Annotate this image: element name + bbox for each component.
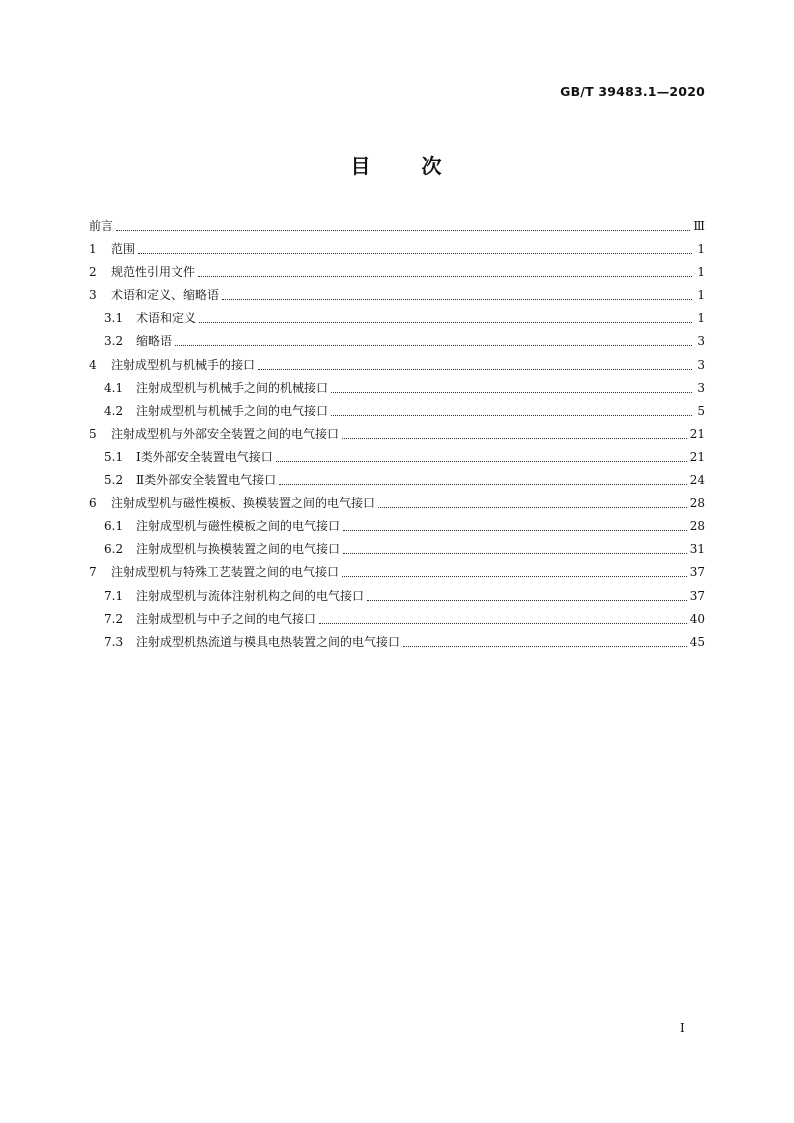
toc-entry-number: 3.1	[104, 311, 124, 326]
toc-leader-dots	[343, 519, 687, 531]
toc-entry[interactable]	[89, 216, 705, 239]
toc-entry-page: 3	[697, 334, 705, 349]
toc-entry-page: 31	[689, 542, 705, 557]
toc-entry[interactable]	[89, 331, 705, 354]
toc-entry-title: 注射成型机与机械手之间的电气接口	[136, 403, 329, 418]
toc-entry-page: 5	[697, 403, 705, 418]
toc-entry-title: 注射成型机与特殊工艺装置之间的电气接口	[111, 565, 340, 580]
toc-entry[interactable]	[89, 262, 705, 285]
toc-entry-title: Ⅱ类外部安全装置电气接口	[136, 473, 277, 488]
toc-leader-dots	[367, 589, 687, 601]
toc-entry-title: 注射成型机与流体注射机构之间的电气接口	[136, 588, 365, 603]
toc-entry-page: 21	[689, 426, 705, 441]
toc-entry-number: 4.1	[104, 380, 124, 395]
toc-leader-dots	[222, 288, 692, 300]
toc-entry-title: 范围	[111, 242, 136, 257]
toc-entry-page: 21	[689, 449, 705, 464]
toc-entry[interactable]	[89, 609, 705, 632]
toc-entry[interactable]	[89, 516, 705, 539]
toc-entry-title: 注射成型机与中子之间的电气接口	[136, 611, 317, 626]
toc-leader-dots	[175, 334, 692, 346]
toc-entry-title: 前言	[89, 219, 114, 233]
toc-entry[interactable]	[89, 562, 705, 585]
toc-leader-dots	[342, 565, 687, 577]
toc-entry[interactable]	[89, 239, 705, 262]
toc-entry-title: 注射成型机与外部安全装置之间的电气接口	[111, 426, 340, 441]
toc-leader-dots	[378, 496, 687, 508]
toc-entry-page: 40	[689, 611, 705, 626]
toc-entry[interactable]	[89, 586, 705, 609]
toc-entry[interactable]	[89, 632, 705, 655]
toc-entry-page: 1	[697, 288, 705, 303]
toc-entry[interactable]	[89, 401, 705, 424]
toc-entry-number: 7	[89, 565, 97, 580]
toc-entry-page: 28	[689, 496, 705, 511]
toc-entry-number: 5.2	[104, 473, 124, 488]
toc-entry-page: 1	[697, 265, 705, 280]
toc-entry[interactable]	[89, 447, 705, 470]
toc-entry-title: 注射成型机与磁性模板之间的电气接口	[136, 519, 341, 534]
toc-entry-page: 45	[689, 634, 705, 649]
toc-entry-number: 1	[89, 242, 97, 257]
page-number: Ⅰ	[680, 1021, 685, 1035]
toc-entry[interactable]	[89, 493, 705, 516]
toc-leader-dots	[258, 358, 692, 370]
toc-entry-title: 注射成型机热流道与模具电热装置之间的电气接口	[136, 634, 401, 649]
toc-entry[interactable]	[89, 424, 705, 447]
toc-leader-dots	[138, 242, 692, 254]
toc-entry-number: 6.2	[104, 542, 124, 557]
toc-leader-dots	[343, 542, 687, 554]
toc-entry-page: 3	[697, 357, 705, 372]
toc-entry[interactable]	[89, 539, 705, 562]
toc-leader-dots	[331, 404, 692, 416]
toc-entry-title: 注射成型机与磁性模板、换模装置之间的电气接口	[111, 496, 376, 511]
toc-entry-page: 3	[697, 380, 705, 395]
toc-leader-dots	[342, 427, 687, 439]
toc-leader-dots	[319, 612, 687, 624]
toc-entry-number: 6	[89, 496, 97, 511]
toc-leader-dots	[279, 473, 687, 485]
toc-entry-page: Ⅲ	[693, 219, 705, 233]
toc-entry-number: 7.2	[104, 611, 124, 626]
toc-entry-number: 7.1	[104, 588, 124, 603]
toc-entry[interactable]	[89, 378, 705, 401]
toc-leader-dots	[198, 265, 692, 277]
toc-leader-dots	[276, 450, 687, 462]
toc-entry[interactable]	[89, 308, 705, 331]
toc-entry[interactable]	[89, 470, 705, 493]
toc-leader-dots	[403, 635, 687, 647]
toc-entry-title: 缩略语	[136, 334, 173, 349]
toc-entry-page: 1	[697, 311, 705, 326]
toc-entry-page: 37	[689, 565, 705, 580]
toc-entry-number: 2	[89, 265, 97, 280]
toc-entry-number: 5.1	[104, 449, 124, 464]
toc-entry-number: 5	[89, 426, 97, 441]
toc-entry-title: 注射成型机与机械手之间的机械接口	[136, 380, 329, 395]
toc-entry-number: 6.1	[104, 519, 124, 534]
toc-entry-title: 注射成型机与换模装置之间的电气接口	[136, 542, 341, 557]
toc-leader-dots	[331, 381, 692, 393]
toc-entry-title: 规范性引用文件	[111, 265, 196, 280]
toc-entry-number: 4.2	[104, 403, 124, 418]
toc-leader-dots	[116, 219, 690, 231]
toc-entry-page: 1	[697, 242, 705, 257]
toc-entry[interactable]	[89, 355, 705, 378]
toc-entry-title: 术语和定义、缩略语	[111, 288, 220, 303]
toc-entry-title: Ⅰ类外部安全装置电气接口	[136, 449, 273, 464]
toc-entry-title: 注射成型机与机械手的接口	[111, 357, 256, 372]
toc-entry-number: 3.2	[104, 334, 124, 349]
toc-entry-page: 28	[689, 519, 705, 534]
standard-code: GB/T 39483.1—2020	[560, 84, 705, 99]
toc-title: 目 次	[350, 154, 444, 178]
toc-leader-dots	[199, 311, 692, 323]
table-of-contents	[89, 216, 705, 655]
toc-entry-number: 3	[89, 288, 97, 303]
toc-entry-number: 7.3	[104, 634, 124, 649]
toc-entry-title: 术语和定义	[136, 311, 197, 326]
toc-entry-page: 37	[689, 588, 705, 603]
toc-entry-page: 24	[689, 473, 705, 488]
toc-entry-number: 4	[89, 357, 97, 372]
toc-entry[interactable]	[89, 285, 705, 308]
